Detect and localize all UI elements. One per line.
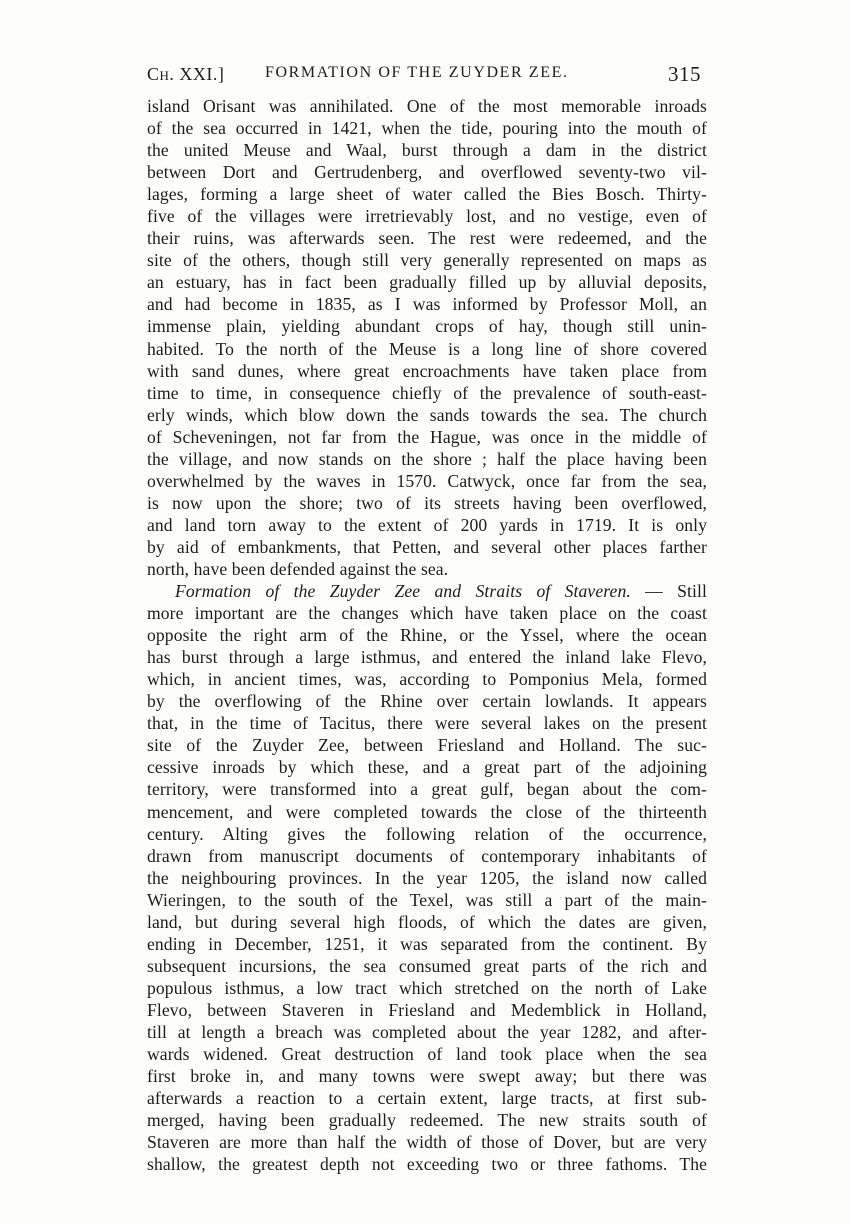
section-heading-continuation: — Still — [630, 581, 707, 602]
text-line: opposite the right arm of the Rhine, or the Yssel, where the ocean — [147, 625, 707, 646]
paragraph-2-first-line — [147, 580, 707, 602]
text-line: has burst through a large isthmus, and entered the inland lake Flevo, — [147, 647, 707, 668]
text-line: more important are the changes which have taken place on the coast — [147, 603, 707, 624]
paragraph-2 — [147, 580, 707, 1175]
running-head — [147, 62, 707, 90]
text-line: site of the Zuyder Zee, between Friesland and Holland. The suc- — [147, 735, 707, 756]
paragraph-1 — [147, 95, 707, 580]
text-line: by the overflowing of the Rhine over certain lowlands. It appears — [147, 691, 707, 712]
text-line: of Scheveningen, not far from the Hague, was once in the middle of — [147, 426, 707, 447]
text-line: the neighbouring provinces. In the year 1205, the island now called — [147, 867, 707, 888]
text-line: territory, were transformed into a great gulf, began about the com- — [147, 779, 707, 800]
text-line: an estuary, has in fact been gradually filled up by alluvial deposits, — [147, 272, 707, 293]
running-title: FORMATION OF THE ZUYDER ZEE. — [265, 64, 569, 81]
text-line: and land torn away to the extent of 200 yards in 1719. It is only — [147, 514, 707, 535]
text-line: island Orisant was annihilated. One of the most memorable inroads — [147, 96, 707, 116]
text-line: the united Meuse and Waal, burst through a dam in the district — [147, 140, 707, 161]
text-line: that, in the time of Tacitus, there were several lakes on the present — [147, 713, 707, 734]
text-line: immense plain, yielding abundant crops of hay, though still unin- — [147, 316, 707, 337]
text-line: north, have been defended against the sea. — [147, 558, 449, 579]
text-line: mencement, and were completed towards the close of the thirteenth — [147, 801, 707, 822]
text-line: Flevo, between Staveren in Friesland and Medemblick in Holland, — [147, 999, 707, 1020]
text-line: land, but during several high floods, of which the dates are given, — [147, 911, 707, 932]
text-line: which, in ancient times, was, according to Pomponius Mela, formed — [147, 669, 707, 690]
text-line: lages, forming a large sheet of water called the Bies Bosch. Thirty- — [147, 184, 707, 205]
text-line: shallow, the greatest depth not exceeding two or three fathoms. The — [147, 1154, 707, 1175]
text-line: between Dort and Gertrudenberg, and overflowed seventy-two vil- — [147, 162, 707, 183]
page-number: 315 — [668, 62, 701, 86]
text-line: of the sea occurred in 1421, when the tide, pouring into the mouth of — [147, 118, 707, 139]
text-line: and had become in 1835, as I was informed by Professor Moll, an — [147, 294, 707, 315]
text-line: merged, having been gradually redeemed. The new straits south of — [147, 1110, 707, 1131]
text-line: five of the villages were irretrievably lost, and no vestige, even of — [147, 206, 707, 227]
text-line: habited. To the north of the Meuse is a long line of shore covered — [147, 338, 707, 359]
text-line: site of the others, though still very generally represented on maps as — [147, 250, 707, 271]
text-line: overwhelmed by the waves in 1570. Catwyck, once far from the sea, — [147, 470, 707, 491]
text-line: subsequent incursions, the sea consumed great parts of the rich and — [147, 955, 707, 976]
text-line: century. Alting gives the following relation of the occurrence, — [147, 823, 707, 844]
text-line: first broke in, and many towns were swept away; but there was — [147, 1066, 707, 1087]
text-line: is now upon the shore; two of its streets having been overflowed, — [147, 492, 707, 513]
text-line: cessive inroads by which these, and a great part of the adjoining — [147, 757, 707, 778]
text-line: wards widened. Great destruction of land took place when the sea — [147, 1044, 707, 1065]
text-line: populous isthmus, a low tract which stretched on the north of Lake — [147, 977, 707, 998]
section-heading: Formation of the Zuyder Zee and Straits of Staveren. — [175, 581, 631, 602]
text-line: time to time, in consequence chiefly of the prevalence of south-east- — [147, 382, 707, 403]
text-line: with sand dunes, where great encroachments have taken place from — [147, 360, 707, 381]
text-line: erly winds, which blow down the sands towards the sea. The church — [147, 404, 707, 425]
text-line: by aid of embankments, that Petten, and several other places farther — [147, 536, 707, 557]
text-line: Staveren are more than half the width of those of Dover, but are very — [147, 1132, 707, 1153]
text-line: afterwards a reaction to a certain extent, large tracts, at first sub- — [147, 1088, 707, 1109]
text-line: till at length a breach was completed about the year 1282, and after- — [147, 1021, 707, 1042]
text-line: Wieringen, to the south of the Texel, was still a part of the main- — [147, 889, 707, 910]
body-text — [147, 95, 707, 1175]
chapter-label: Ch. XXI.] — [147, 64, 225, 84]
text-line: drawn from manuscript documents of contemporary inhabitants of — [147, 845, 707, 866]
text-line: the village, and now stands on the shore ; half the place having been — [147, 448, 707, 469]
text-line: ending in December, 1251, it was separated from the continent. By — [147, 933, 707, 954]
text-line: their ruins, was afterwards seen. The rest were redeemed, and the — [147, 228, 707, 249]
